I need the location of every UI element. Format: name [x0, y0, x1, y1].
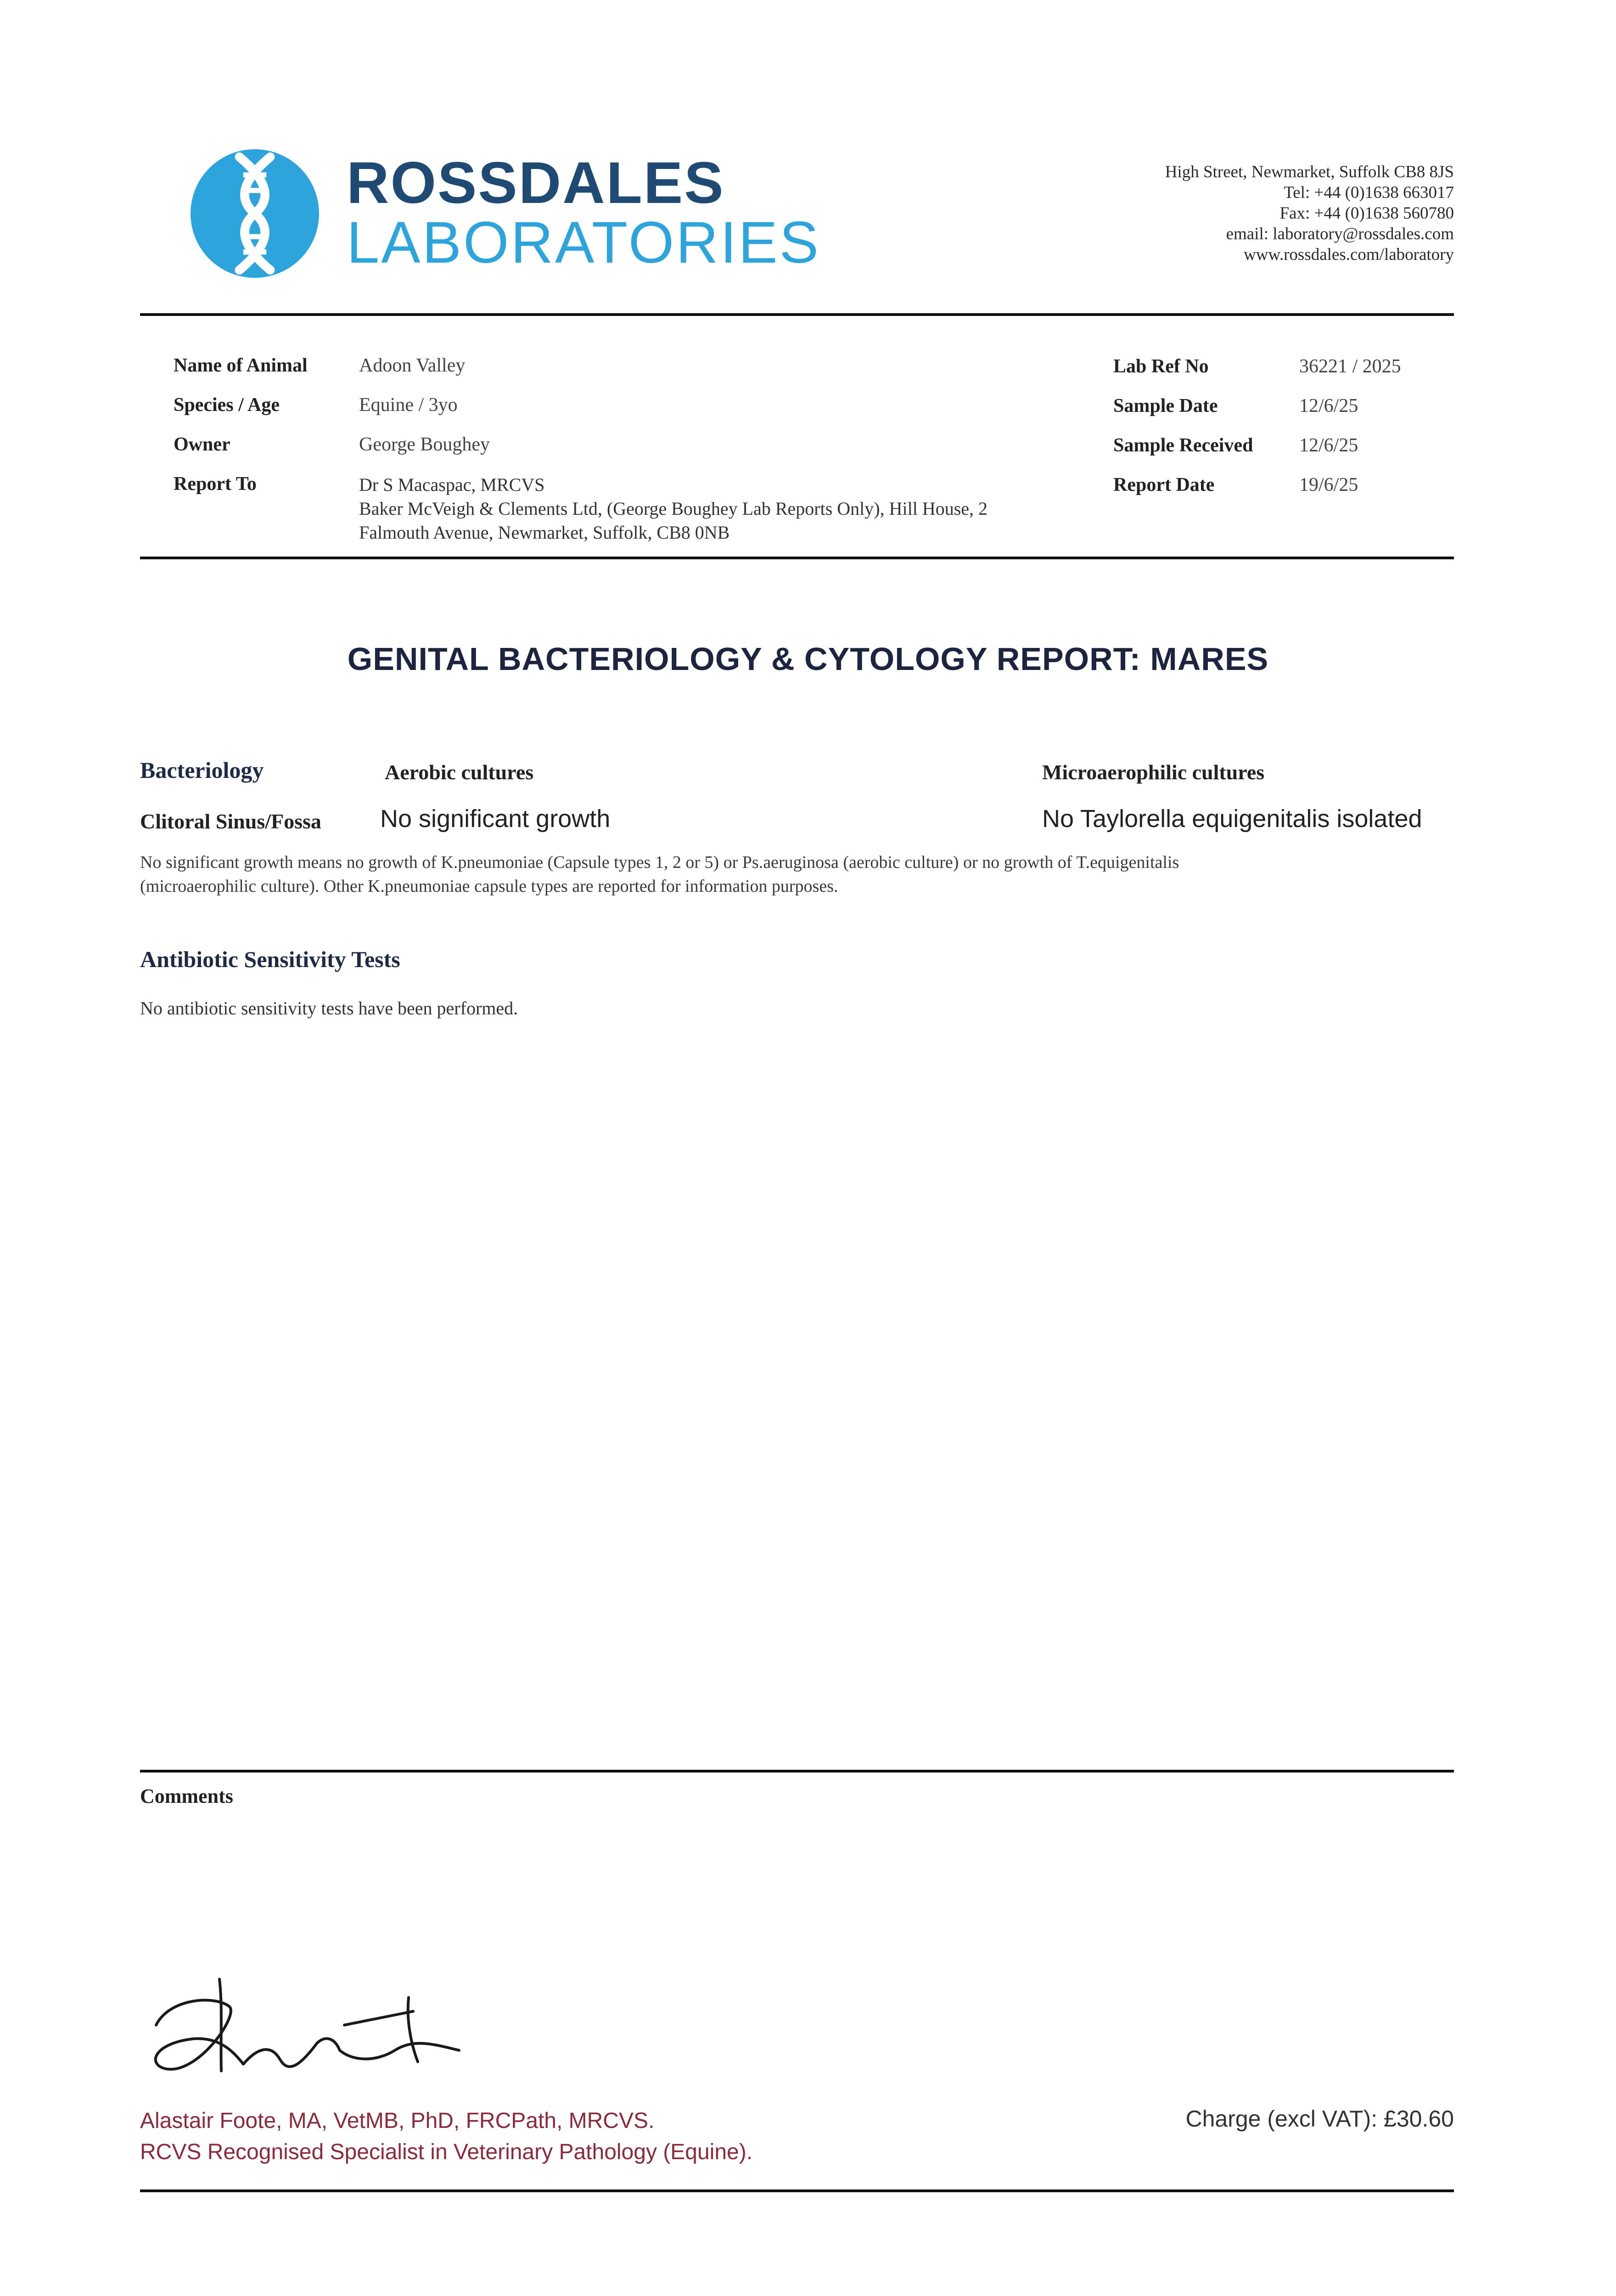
address-line: email: laboratory@rossdales.com — [1226, 225, 1454, 243]
report-to-line: Dr S Macaspac, MRCVS — [359, 474, 545, 495]
sample-date-value: 12/6/25 — [1299, 395, 1358, 416]
address-line: Fax: +44 (0)1638 560780 — [1279, 204, 1454, 223]
name-of-animal-value: Adoon Valley — [359, 355, 466, 376]
owner-label: Owner — [174, 434, 230, 455]
aerobic-cultures-heading: Aerobic cultures — [385, 760, 534, 784]
lab-ref-label: Lab Ref No — [1113, 356, 1209, 377]
site-label: Clitoral Sinus/Fossa — [140, 810, 321, 833]
microaerophilic-result: No Taylorella equigenitalis isolated — [1042, 805, 1422, 833]
growth-note-line: (microaerophilic culture). Other K.pneumoniae capsule types are reported for information purposes. — [140, 877, 838, 896]
signatory — [140, 2105, 752, 2168]
brand-name-line1: ROSSDALES — [347, 150, 725, 216]
species-age-value: Equine / 3yo — [359, 394, 458, 416]
report-to-value — [359, 473, 988, 545]
address-line: High Street, Newmarket, Suffolk CB8 8JS — [1165, 163, 1454, 181]
owner-value: George Boughey — [359, 434, 490, 455]
lab-address — [1165, 162, 1454, 265]
address-line: Tel: +44 (0)1638 663017 — [1284, 183, 1454, 202]
report-to-line: Baker McVeigh & Clements Ltd, (George Boughey Lab Reports Only), Hill House, 2 — [359, 498, 988, 519]
report-to-line: Falmouth Avenue, Newmarket, Suffolk, CB8 0NB — [359, 522, 730, 543]
comments-label: Comments — [140, 1785, 233, 1807]
lab-ref-value: 36221 / 2025 — [1299, 356, 1401, 377]
brand-name-line2: LABORATORIES — [347, 210, 820, 276]
report-date-label: Report Date — [1113, 474, 1215, 495]
sample-received-label: Sample Received — [1113, 435, 1253, 456]
name-of-animal-label: Name of Animal — [174, 355, 308, 376]
bacteriology-heading: Bacteriology — [140, 757, 264, 783]
aerobic-result: No significant growth — [380, 805, 611, 833]
address-line: www.rossdales.com/laboratory — [1244, 245, 1454, 264]
antibiotic-sensitivity-heading: Antibiotic Sensitivity Tests — [140, 946, 400, 972]
signatory-title: RCVS Recognised Specialist in Veterinary Pathology (Equine). — [140, 2140, 753, 2164]
growth-note — [140, 850, 1454, 898]
info-divider — [140, 557, 1454, 559]
header-divider — [140, 313, 1454, 316]
handwritten-signature — [138, 1970, 496, 2094]
signatory-name: Alastair Foote, MA, VetMB, PhD, FRCPath, MRCVS. — [140, 2109, 655, 2133]
report-to-label: Report To — [174, 473, 257, 495]
footer-divider — [140, 2189, 1454, 2192]
growth-note-line: No significant growth means no growth of K.pneumoniae (Capsule types 1, 2 or 5) or Ps.aeruginosa (aerobic culture) or no growth of T.equigenitalis — [140, 853, 1179, 872]
report-date-value: 19/6/25 — [1299, 474, 1358, 495]
microaerophilic-cultures-heading: Microaerophilic cultures — [1042, 760, 1265, 784]
comments-divider — [140, 1770, 1454, 1773]
dna-helix-icon — [191, 149, 319, 278]
sample-received-value: 12/6/25 — [1299, 435, 1358, 456]
antibiotic-sensitivity-text: No antibiotic sensitivity tests have been performed. — [140, 998, 518, 1019]
species-age-label: Species / Age — [174, 394, 280, 416]
report-title: GENITAL BACTERIOLOGY & CYTOLOGY REPORT: MARES — [347, 641, 1269, 677]
charge-amount: Charge (excl VAT): £30.60 — [1185, 2106, 1454, 2132]
sample-date-label: Sample Date — [1113, 395, 1218, 416]
